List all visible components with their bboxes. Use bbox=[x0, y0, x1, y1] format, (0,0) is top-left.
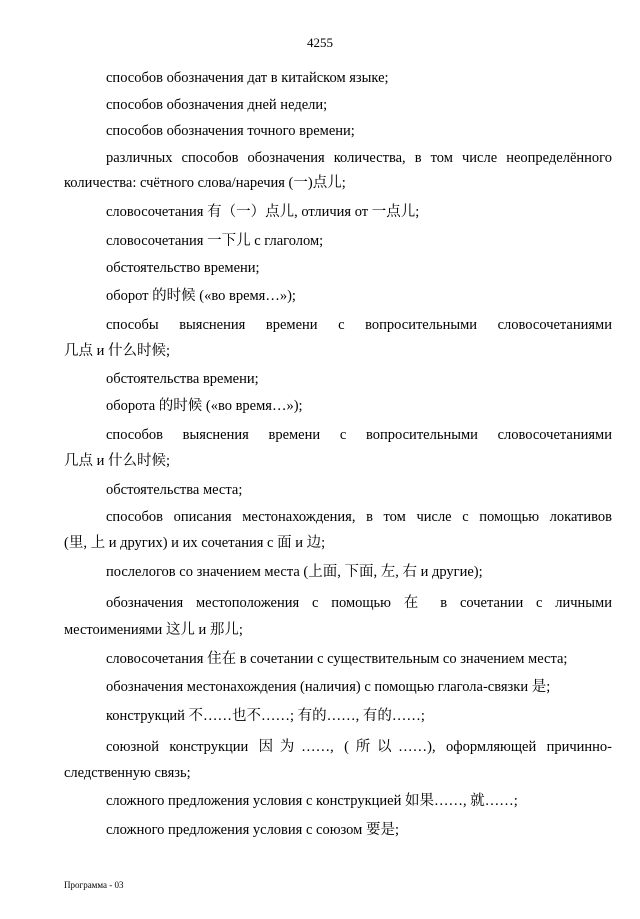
text-line: способов обозначения точного времени; bbox=[106, 123, 355, 139]
footer: Программа - 03 bbox=[64, 880, 124, 890]
page-number: 4255 bbox=[307, 35, 333, 50]
text-line: обстоятельство времени; bbox=[106, 260, 260, 276]
text-line: обозначения местонахождения (наличия) с помощью глагола-связки 是; bbox=[106, 679, 551, 695]
text-line: местоимениями 这儿 и 那儿; bbox=[64, 622, 243, 638]
text-line: различных способов обозначения количества, в том числе неопределённого bbox=[106, 150, 612, 166]
text-line: способов обозначения дней недели; bbox=[106, 97, 328, 113]
text-line: словосочетания 一下儿 с глаголом; bbox=[106, 233, 324, 249]
text-line: оборота 的时候 («во время…»); bbox=[106, 398, 303, 414]
text-line: способы выяснения времени с вопросительными словосочетаниями bbox=[106, 317, 612, 333]
text-line: обозначения местоположения с помощью 在 в сочетании с личными bbox=[106, 595, 612, 611]
text-line: обстоятельства времени; bbox=[106, 371, 259, 387]
text-line: послелогов со значением места (上面, 下面, 左, 右 и другие); bbox=[106, 564, 483, 580]
text-line: словосочетания 住在 в сочетании с существительным со значением места; bbox=[106, 651, 568, 667]
text-line: оборот 的时候 («во время…»); bbox=[106, 288, 296, 304]
text-line: (里, 上 и других) и их сочетания с 面 и 边; bbox=[64, 535, 326, 551]
text-line: словосочетания 有（一）点儿, отличия от 一点儿; bbox=[106, 204, 420, 220]
text-line: способов обозначения дат в китайском языке; bbox=[106, 70, 389, 86]
text-line: союзной конструкции 因为……, (所以……), оформляющей причинно- bbox=[106, 739, 612, 755]
text-line: способов выяснения времени с вопросительными словосочетаниями bbox=[106, 427, 612, 443]
text-line: сложного предложения условия с союзом 要是; bbox=[106, 822, 399, 838]
text-line: сложного предложения условия с конструкцией 如果……, 就……; bbox=[106, 793, 518, 809]
text-line: количества: счётного слова/наречия (一)点儿; bbox=[64, 175, 346, 191]
text-line: 几点 и 什么时候; bbox=[64, 453, 171, 469]
text-line: конструкций 不……也不……; 有的……, 有的……; bbox=[106, 708, 425, 724]
text-line: 几点 и 什么时候; bbox=[64, 343, 171, 359]
text-line: обстоятельства места; bbox=[106, 482, 243, 498]
text-line: способов описания местонахождения, в том числе с помощью локативов bbox=[106, 509, 612, 525]
text-line: следственную связь; bbox=[64, 765, 191, 781]
